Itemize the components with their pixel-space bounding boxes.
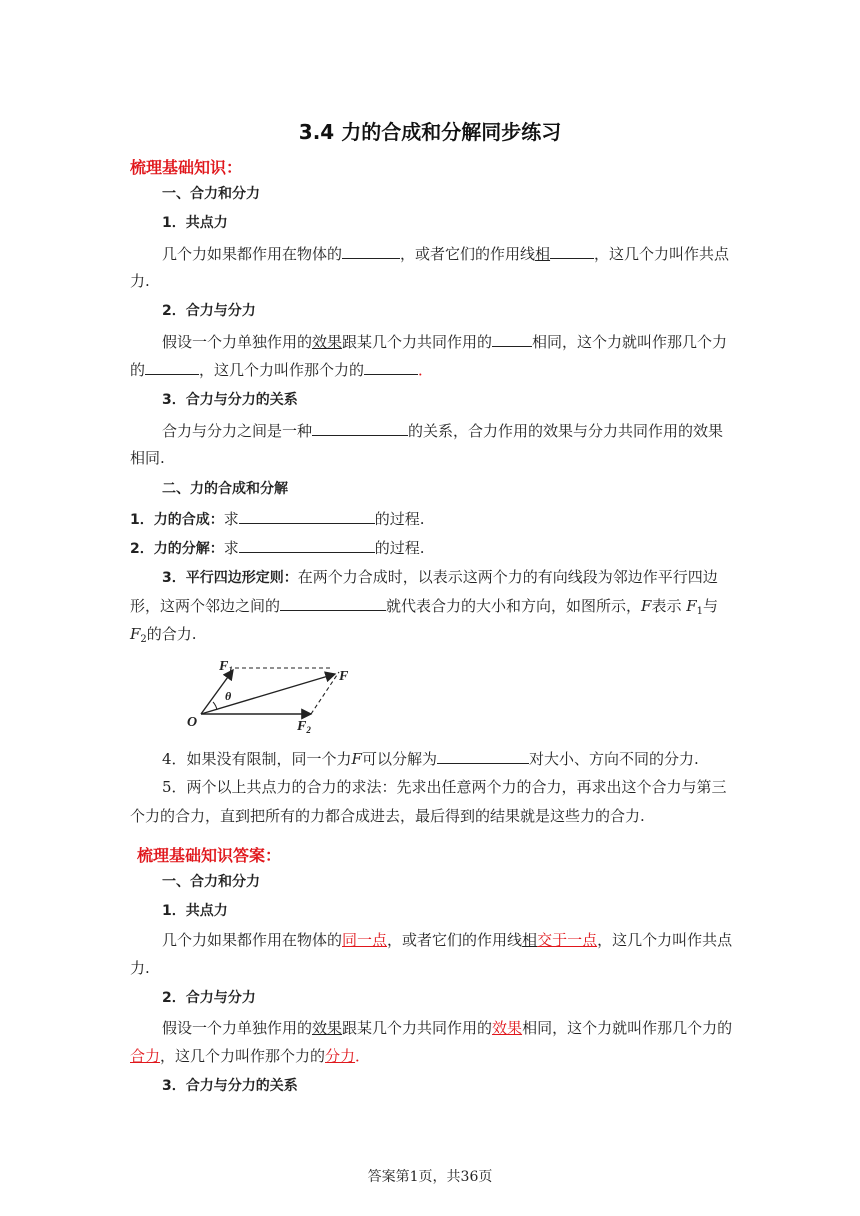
paragraph-line: 相同. xyxy=(130,449,165,467)
page-title: 3.4 力的合成和分解同步练习 xyxy=(298,120,562,144)
fill-blank xyxy=(239,508,375,524)
paragraph-line: 4．如果没有限制，同一个力F可以分解为 对大小、方向不同的分力. xyxy=(162,750,699,768)
item-title: 1．共点力 xyxy=(162,903,228,919)
angle-arc xyxy=(213,702,217,710)
fill-blank xyxy=(280,595,386,611)
item-title: 3．合力与分力的关系 xyxy=(162,1078,298,1094)
paragraph-line: 合力，这几个力叫作那个力的分力． xyxy=(130,1047,371,1065)
fill-blank xyxy=(364,359,418,375)
item-title: 3．合力与分力的关系 xyxy=(162,392,298,408)
paragraph-line: 力. xyxy=(130,959,150,977)
paragraph-line: 个力的合力，直到把所有的力都合成进去，最后得到的结果就是这些力的合力. xyxy=(130,807,645,825)
paragraph-line: 假设一个力单独作用的效果跟某几个力共同作用的效果相同，这个力就叫作那几个力的 xyxy=(162,1019,733,1037)
origin-label: O xyxy=(187,715,198,730)
item-title: 2．合力与分力 xyxy=(162,990,256,1006)
part-heading: 一、合力和分力 xyxy=(162,186,260,202)
paragraph-line: 合力与分力之间是一种 的关系，合力作用的效果与分力共同作用的效果 xyxy=(162,422,724,440)
f2-label: $F_2$ xyxy=(297,719,311,734)
paragraph-line: 1．力的合成：求 的过程. xyxy=(130,510,425,528)
paragraph-line: 3．平行四边形定则：在两个力合成时，以表示这两个力的有向线段为邻边作平行四边 xyxy=(162,568,718,586)
dashed-edge-right xyxy=(311,672,339,714)
paragraph-line: 2．力的分解：求 的过程. xyxy=(130,539,425,557)
theta-label: θ xyxy=(225,689,232,703)
item-title: 1．共点力 xyxy=(162,215,228,231)
paragraph-line: 形，这两个邻边之间的 就代表合力的大小和方向，如图所示，F表示 $F_1$与 xyxy=(130,597,719,617)
part-heading: 二、力的合成和分解 xyxy=(162,481,288,497)
paragraph-line: 力. xyxy=(130,272,150,290)
paragraph-line: 的 ，这几个力叫作那个力的 ． xyxy=(130,361,434,379)
section-heading: 梳理基础知识： xyxy=(130,158,243,177)
paragraph-line: 几个力如果都作用在物体的同一点，或者它们的作用线相交于一点，这几个力叫作共点 xyxy=(162,931,733,949)
section-heading: 梳理基础知识答案： xyxy=(137,846,282,865)
fill-blank xyxy=(312,420,408,436)
fill-blank xyxy=(342,243,400,259)
paragraph-line: $F_2$的合力. xyxy=(130,625,197,645)
fill-blank xyxy=(492,331,532,347)
part-heading: 一、合力和分力 xyxy=(162,874,260,890)
fill-blank xyxy=(145,359,199,375)
page-footer: 答案第1页，共36页 xyxy=(367,1169,493,1185)
fill-blank xyxy=(550,243,594,259)
force-parallelogram-diagram xyxy=(185,652,365,734)
f1-label: $F_1$ xyxy=(219,659,233,675)
item-title: 2．合力与分力 xyxy=(162,303,256,319)
fill-blank xyxy=(437,748,529,764)
paragraph-line: 5．两个以上共点力的合力的求法：先求出任意两个力的合力，再求出这个合力与第三 xyxy=(162,778,727,796)
resultant-label: F xyxy=(339,669,349,684)
fill-blank xyxy=(239,537,375,553)
paragraph-line: 假设一个力单独作用的效果跟某几个力共同作用的 相同，这个力就叫作那几个力 xyxy=(162,333,728,351)
paragraph-line: 几个力如果都作用在物体的 ，或者它们的作用线相 ，这几个力叫作共点 xyxy=(162,245,730,263)
